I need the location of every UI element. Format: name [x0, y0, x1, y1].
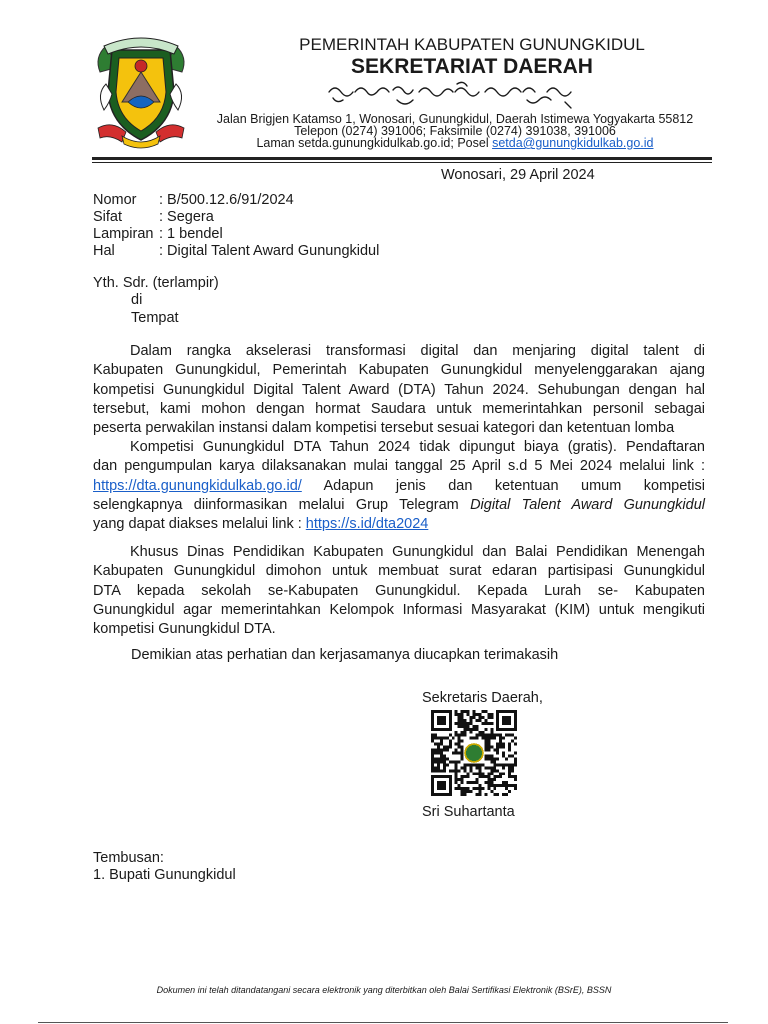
meta-label: Lampiran — [93, 226, 154, 242]
meta-value: : Segera — [159, 209, 214, 225]
body-paragraph-3 — [93, 543, 705, 639]
addressee-line-1: Yth. Sdr. (terlampir) — [93, 275, 219, 291]
meta-label: Nomor — [93, 192, 137, 208]
meta-label: Sifat — [93, 209, 123, 225]
paragraph-line: Gunungkidul agar memerintahkan Kelompok Informasi Masyarakat (KIM) untuk mengikuti — [93, 601, 705, 618]
body-paragraph-2 — [93, 438, 705, 534]
paragraph-line-with-link — [93, 515, 705, 534]
letterhead-web-line — [200, 137, 710, 149]
javanese-script-letterhead — [325, 78, 585, 114]
letter-date: Wonosari, 29 April 2024 — [441, 167, 595, 183]
meta-row-sifat — [93, 209, 379, 226]
qr-code-icon — [431, 710, 517, 796]
paragraph-line: DTA kepada sekolah se-Kabupaten Gunungkidul. Kepada Lurah se- Kabupaten — [93, 582, 705, 599]
letterhead-contact-block — [200, 113, 710, 149]
paragraph-line: dan pengumpulan karya dilaksanakan mulai tanggal 25 April s.d 5 Mei 2024 melalui link : — [93, 458, 705, 475]
paragraph-line: kompetisi Gunungkidul DTA. — [93, 621, 276, 638]
signatory-title: Sekretaris Daerah, — [422, 690, 543, 706]
meta-label: Hal — [93, 243, 115, 259]
signatory-name: Sri Suhartanta — [422, 804, 515, 820]
paragraph-text: selengkapnya diinformasikan melalui Grup Telegram — [93, 496, 471, 513]
telegram-link[interactable]: https://s.id/dta2024 — [305, 516, 429, 533]
paragraph-line-with-link — [93, 477, 705, 496]
letterhead-divider-thin — [92, 162, 712, 163]
letter-meta — [93, 192, 379, 260]
paragraph-line: peserta perwakilan instansi dalam kompetisi tersebut sesuai kategori dan ketentuan lomba — [93, 420, 675, 437]
paragraph-line: Kabupaten Gunungkidul, Pemerintah Kabupaten Gunungkidul menyelenggarakan ajang — [93, 362, 705, 379]
body-paragraph-1 — [93, 342, 705, 438]
letterhead-email-link[interactable]: setda@gunungkidulkab.go.id — [492, 136, 654, 150]
paragraph-line: Kompetisi Gunungkidul DTA Tahun 2024 tidak dipungut biaya (gratis). Pendaftaran — [130, 439, 705, 455]
addressee-line-3: Tempat — [131, 310, 179, 326]
letterhead-website: Laman setda.gunungkidulkab.go.id; Posel — [256, 136, 493, 150]
closing-sentence: Demikian atas perhatian dan kerjasamanya diucapkan terimakasih — [131, 647, 559, 663]
paragraph-line: Kabupaten Gunungkidul dimohon untuk membuat surat edaran partisipasi Gunungkidul — [93, 563, 705, 580]
meta-value: : Digital Talent Award Gunungkidul — [159, 243, 380, 259]
addressee-line-2: di — [131, 292, 143, 308]
letterhead-office-name: SEKRETARIAT DAERAH — [351, 55, 593, 78]
letterhead-address: Jalan Brigjen Katamso 1, Wonosari, Gunungkidul, Daerah Istimewa Yogyakarta 55812 — [216, 112, 694, 126]
meta-row-lampiran — [93, 226, 379, 243]
cc-heading: Tembusan: — [93, 850, 164, 866]
paragraph-line: Dalam rangka akselerasi transformasi digital dan menjaring digital talent di — [130, 343, 705, 359]
meta-row-nomor — [93, 192, 379, 209]
paragraph-line: kompetisi Gunungkidul Digital Talent Award (DTA) Tahun 2024. Sehubungan dengan hal — [93, 381, 705, 398]
letterhead-government-name: PEMERINTAH KABUPATEN GUNUNGKIDUL — [299, 35, 645, 54]
gunungkidul-regency-crest-icon — [92, 32, 190, 152]
paragraph-line: Khusus Dinas Pendidikan Kabupaten Gunungkidul dan Balai Pendidikan Menengah — [130, 544, 705, 560]
meta-value: : B/500.12.6/91/2024 — [159, 192, 294, 208]
letterhead-divider-thick — [92, 157, 712, 160]
letterhead-phone: Telepon (0274) 391006; Faksimile (0274) 391038, 391006 — [294, 124, 616, 138]
page-bottom-rule — [38, 1022, 728, 1023]
meta-value: : 1 bendel — [159, 226, 223, 242]
paragraph-text: yang dapat diakses melalui link : — [93, 516, 306, 533]
paragraph-line — [93, 496, 705, 515]
paragraph-text: Adapun jenis dan ketentuan umum kompetisi — [323, 477, 706, 494]
e-signature-footer-note: Dokumen ini telah ditandatangani secara elektronik yang diterbitkan oleh Balai Sertifikasi Elektronik (BSrE), BSSN — [156, 985, 612, 995]
paragraph-line: tersebut, kami mohon dengan hormat Saudara untuk memerintahkan personil sebagai — [93, 400, 705, 417]
registration-link[interactable]: https://dta.gunungkidulkab.go.id/ — [93, 477, 302, 494]
cc-item: 1. Bupati Gunungkidul — [93, 867, 236, 883]
meta-row-hal — [93, 243, 379, 260]
telegram-group-name: Digital Talent Award Gunungkidul — [470, 496, 705, 513]
